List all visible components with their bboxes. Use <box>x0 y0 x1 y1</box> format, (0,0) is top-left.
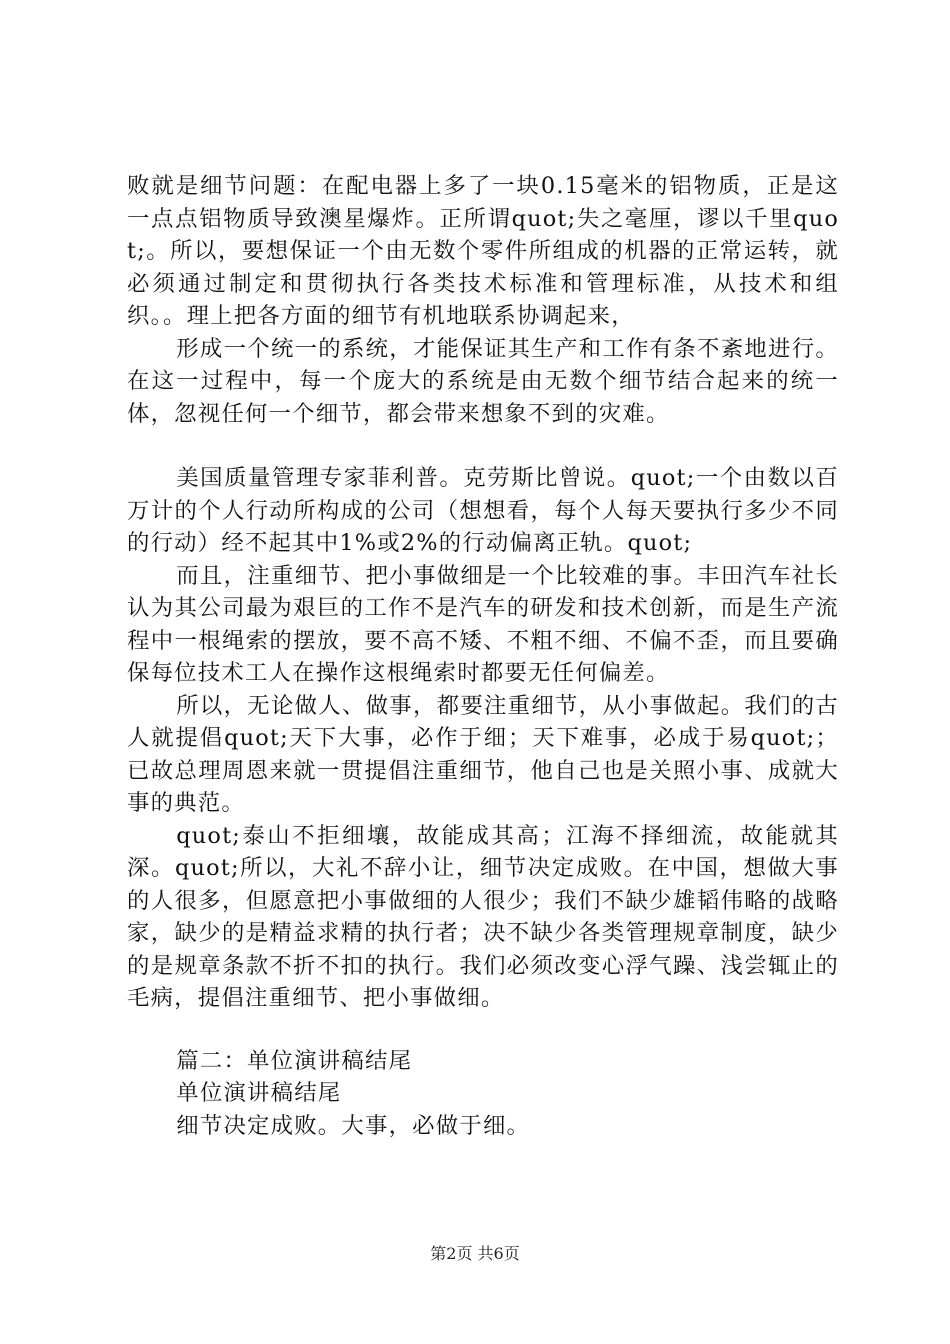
page-footer: 第2页 共6页 <box>430 1244 520 1263</box>
paragraph-3: 美国质量管理专家菲利普。克劳斯比曾说。quot;一个由数以百万计的个人行动所构成的公司（想想看，每个人每天要执行多少不同的行动）经不起其中1%或2%的行动偏离正轨。quot; <box>127 465 839 556</box>
paragraph-5: 所以，无论做人、做事，都要注重细节，从小事做起。我们的古人就提倡quot;天下大事，必作于细；天下难事，必成于易quot;；已故总理周恩来就一贯提倡注重细节，他自己也是关照小事、成就大事的典范。 <box>127 692 839 816</box>
paragraph-4: 而且，注重细节、把小事做细是一个比较难的事。丰田汽车社长认为其公司最为艰巨的工作不是汽车的研发和技术创新，而是生产流程中一根绳索的摆放，要不高不矮、不粗不细、不偏不歪，而且要确保每位技术工人在操作这根绳索时都要无任何偏差。 <box>127 562 839 686</box>
paragraph-2: 形成一个统一的系统，才能保证其生产和工作有条不紊地进行。在这一过程中，每一个庞大的系统是由无数个细节结合起来的统一体，忽视任何一个细节，都会带来想象不到的灾难。 <box>127 335 839 427</box>
section-heading-title: 篇二：单位演讲稿结尾 <box>176 1047 413 1074</box>
section-heading-block <box>127 1045 839 1143</box>
document-body <box>127 170 839 1142</box>
section-heading-subtitle: 单位演讲稿结尾 <box>176 1080 342 1106</box>
paragraph-6: quot;泰山不拒细壤，故能成其高；江海不择细流，故能就其深。quot;所以，大礼不辞小让，细节决定成败。在中国，想做大事的人很多，但愿意把小事做细的人很少；我们不缺少雄韬伟略的战略家，缺少的是精益求精的执行者；决不缺少各类管理规章制度，缺少的是规章条款不折不扣的执行。我们必须改变心浮气躁、浅尝辄止的毛病，提倡注重细节、把小事做细。 <box>127 822 839 1011</box>
section-opening-line: 细节决定成败。大事，必做于细。 <box>176 1112 531 1139</box>
paragraph-1: 败就是细节问题：在配电器上多了一块0.15毫米的铝物质，正是这一点点铝物质导致澳星爆炸。正所谓quot;失之毫厘，谬以千里quot;。所以，要想保证一个由无数个零件所组成的机器的正常运转，就必须通过制定和贯彻执行各类技术标准和管理标准，从技术和组织。。理上把各方面的细节有机地联系协调起来， <box>127 173 839 329</box>
